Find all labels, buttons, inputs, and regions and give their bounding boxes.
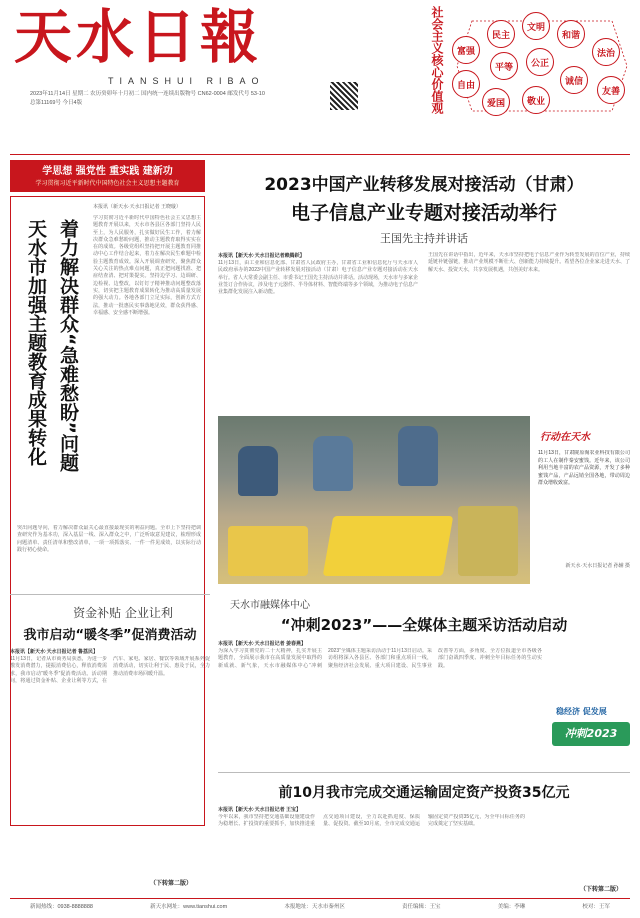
traffic-story-byline: 本报讯【新天水·天水日报记者 王宝】 bbox=[218, 807, 302, 813]
core-value-item: 友善 bbox=[597, 76, 625, 104]
left-story-byline: 本报讯（新天水·天水日报记者 王晓璇） bbox=[93, 204, 182, 210]
core-value-item: 法治 bbox=[592, 38, 620, 66]
media-story-headline: “冲刺2023”——全媒体主题采访活动启动 bbox=[280, 616, 568, 634]
qr-code-icon[interactable] bbox=[330, 82, 358, 110]
footer-item: 校对：王军 bbox=[582, 903, 610, 910]
top-story-headline-2: 电子信息产业专题对接活动举行 bbox=[290, 202, 557, 224]
core-value-item: 诚信 bbox=[560, 66, 588, 94]
badge-main-text: 冲刺2023 bbox=[552, 722, 630, 746]
core-value-item: 平等 bbox=[490, 52, 518, 80]
media-story-byline: 本报讯【新天水·天水日报记者 姜春燕】 bbox=[218, 641, 307, 647]
left-story-body-continued: 突出问题导向，着力解决群众最关心最直接最现实的利益问题。全市上下坚持把调查研究作为基本功，深入基层一线、深入群众之中，广泛听取意见建议，梳理形成问题清单、责任清单和整改清单，一项一项抓落实、一件一件见成效，以实际行动践行初心使命。 bbox=[17, 525, 201, 553]
core-value-item: 民主 bbox=[487, 20, 515, 48]
consume-story-byline: 本报讯【新天水·天水日报记者 鲁荔民】 bbox=[10, 649, 99, 655]
core-value-item: 自由 bbox=[452, 70, 480, 98]
core-value-item: 文明 bbox=[522, 12, 550, 40]
section-divider bbox=[10, 594, 210, 595]
footer-item: 新闻热线：0938-8888888 bbox=[30, 903, 93, 910]
left-story-body: 学习贯彻习近平新时代中国特色社会主义思想主题教育开展以来，天水市各县区各部门坚持人民至上，为人民服务，扎实做好民生工作，着力解决群众急难愁盼问题，推动主题教育取得实实在在的成效。各级党组织坚持把开展主题教育同推动中心工作结合起来，着力在解决民生难题中检验主题教育成效。深入开展调查研究，聚焦群众关心关注的热点难点问题，真正把问题找准、把症结查清、把对策提实。坚持边学习、边调研、边检视、边整改，以钉钉子精神推动问题整改落实，切实把主题教育成果转化为推动高质量发展的强大动力。各地各部门立足实际，创新方式方法，推动一批惠民实事落地见效，群众获得感、幸福感、安全感不断增强。 bbox=[93, 215, 201, 316]
top-story-photo bbox=[218, 416, 530, 584]
core-values-heading: 社会主义核心价值观 bbox=[430, 6, 444, 114]
banner-slogan: 学思想 强党性 重实践 建新功 bbox=[42, 166, 173, 177]
photo-column-label: 行动在天水 bbox=[540, 432, 590, 443]
page-footer bbox=[10, 898, 630, 912]
left-story-headline-main: 天水市加强主题教育成果转化 bbox=[25, 219, 47, 466]
core-value-item: 和谐 bbox=[557, 20, 585, 48]
top-story-body-continued: 王国先在讲话中指出，近年来，天水市坚持把电子信息产业作为转型发展的首位产业，持续延链补链强链，推动产业规模不断壮大、创新能力持续提升。希望各位企业家走进天水、了解天水、投资天水，共享发展机遇，共创美好未来。 bbox=[428, 252, 630, 273]
masthead-meta-issue: 总第11169号 今日4版 bbox=[30, 100, 83, 106]
footer-item: 美编：李琳 bbox=[497, 903, 526, 910]
banner-subtitle: 学习贯彻习近平新时代中国特色社会主义思想主题教育 bbox=[35, 181, 180, 187]
core-value-item: 爱国 bbox=[482, 88, 510, 116]
badge-top-text: 稳经济 促发展 bbox=[556, 707, 607, 716]
consume-story-continued: （下转第二版） bbox=[150, 881, 193, 887]
traffic-story-body: 今年以来，我市坚持把交通基础设施建设作为稳增长、扩投资的重要抓手，加快推进重点交通项目建设，全力以赴抓进度、保质量、促投资。截至10月底，全市完成交通运输固定资产投资35亿元，为全年目标任务的完成奠定了坚实基础。 bbox=[218, 814, 525, 828]
footer-item: 本报地址：天水市秦州区 bbox=[284, 903, 345, 910]
footer-item[interactable]: 新天水网址：www.tianshui.com bbox=[150, 903, 228, 910]
top-story-byline: 本报讯【新天水·天水日报记者赖腾跃】 bbox=[218, 253, 305, 259]
media-story-kicker: 天水市融媒体中心 bbox=[230, 600, 310, 611]
masthead-title: 天水日報 bbox=[14, 3, 263, 71]
core-value-item: 公正 bbox=[526, 48, 554, 76]
photo-credit: 新天水·天水日报记者 孙辅 摄 bbox=[565, 563, 630, 569]
photo-caption: 11月13日，甘肃陇原淘农业科技有限公司的工人在制作秦安蜜饯。近年来，该公司利用当地丰富的农产品资源，开发了多种蜜饯产品，产品远销全国各地，带动周边群众增收致富。 bbox=[538, 450, 630, 486]
core-value-item: 敬业 bbox=[522, 86, 550, 114]
top-story-headline-1: 2023中国产业转移发展对接活动（甘肃） bbox=[264, 175, 584, 195]
masthead-meta: 2023年11月14日 星期二 农历癸卯年十月初二 国内统一连续出版物号 CN62-0004 邮发代号 53-10 bbox=[30, 91, 265, 97]
media-story-body: 为深入学习贯彻党的二十大精神，扎实开展主题教育，全面展示我市在高质量发展中取得的新成就、新气象，天水市融媒体中心“冲刺2023”全媒体主题采访活动于11月13日启动。采访组将深入各县区、各部门和重点项目一线，聚焦经济社会发展、重大项目建设、民生事业改善等方面，多角度、全方位报道全市各级各部门奋战四季度、冲刺全年目标任务的生动实践。 bbox=[218, 648, 542, 669]
consume-story-kicker: 资金补贴 企业让利 bbox=[73, 606, 173, 620]
top-story-body: 11月13日，由工业和信息化部、甘肃省人民政府主办，甘肃省工业和信息化厅与天水市人民政府承办的2023中国产业转移发展对接活动（甘肃）电子信息产业专题对接活动在天水举行。省人大常委会副主任、市委书记王国先主持活动并讲话。活动现场，天水市与多家企业签订合作协议，涉及电子元器件、半导体材料、智能终端等多个领域，为推动电子信息产业集群化发展注入新动能。 bbox=[218, 260, 418, 296]
theme-education-banner bbox=[10, 160, 205, 192]
section-divider bbox=[218, 772, 630, 773]
consume-story-headline: 我市启动“暖冬季”促消费活动 bbox=[23, 628, 197, 643]
left-story-headline-sub: 着力解决群众“急难愁盼”问题 bbox=[57, 219, 79, 472]
stabilize-economy-badge bbox=[552, 706, 630, 766]
core-values-grid bbox=[432, 6, 637, 121]
traffic-story-continued: （下转第二版） bbox=[580, 887, 623, 893]
top-story-subhead: 王国先主持并讲话 bbox=[380, 232, 468, 245]
masthead-pinyin: TIANSHUI RIBAO bbox=[108, 76, 265, 86]
traffic-story-headline: 前10月我市完成交通运输固定资产投资35亿元 bbox=[278, 785, 570, 801]
footer-item: 责任编辑：王宝 bbox=[402, 903, 441, 910]
core-value-item: 富强 bbox=[452, 36, 480, 64]
masthead-divider bbox=[10, 154, 630, 155]
consume-story-body: 11月13日，记者从市商务局获悉，为进一步激发消费潜力，提振消费信心，释放消费需求，我市启动“暖冬季”促消费活动。活动期间，将通过资金补贴、企业让利等方式，在汽车、家电、家居、餐饮等领域开展系列促消费活动，切实让利于民、惠及于民，全力推动消费市场回暖升温。 bbox=[10, 656, 210, 684]
